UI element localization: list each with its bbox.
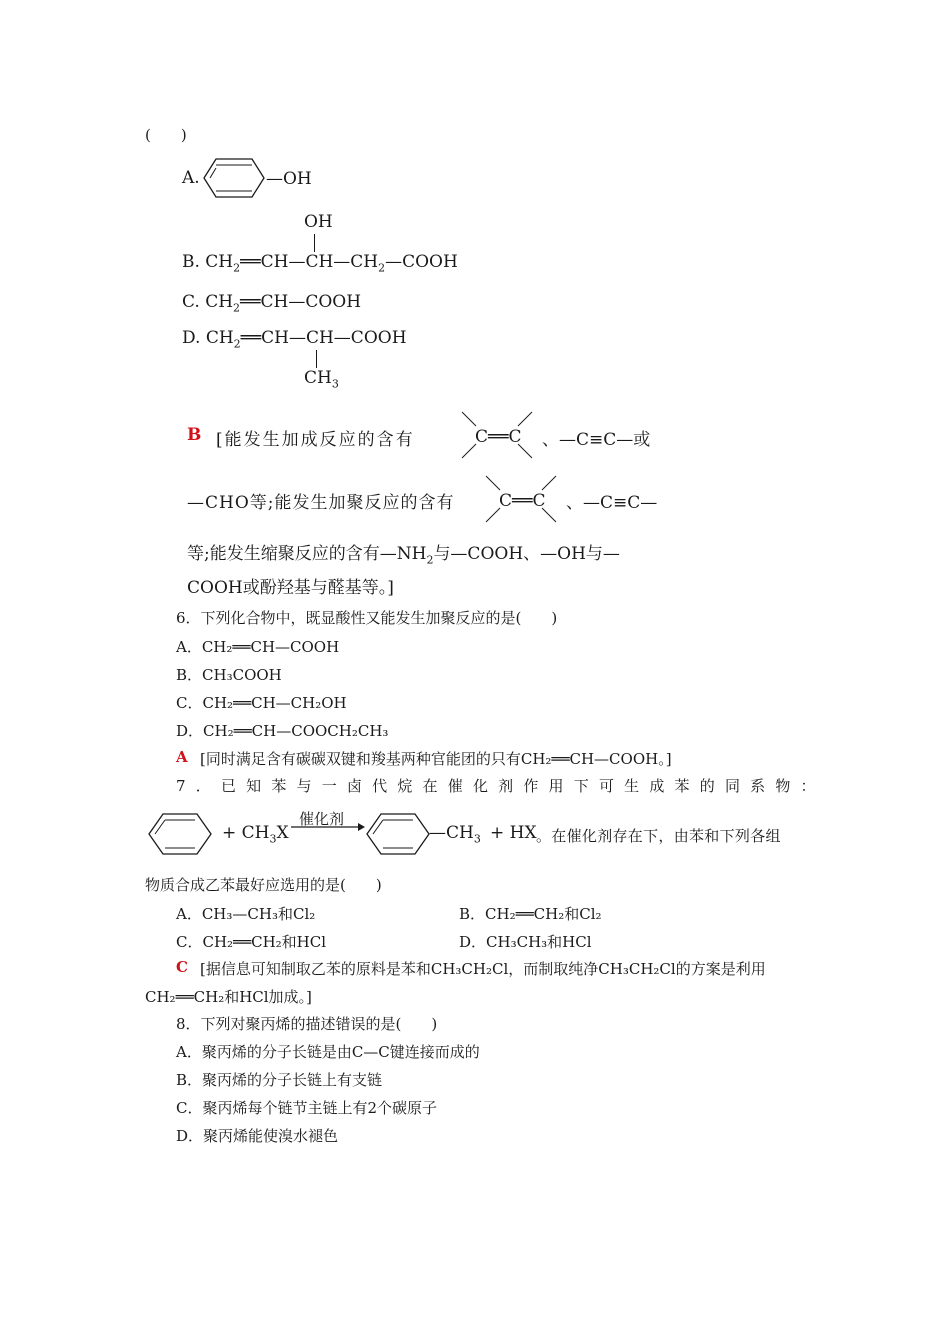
q7-answer-letter: C [176,958,188,976]
q7-explanation: [据信息可知制取乙苯的原料是苯和CH₃CH₂Cl，而制取纯净CH₃CH₂Cl的方案是利用 [200,960,766,978]
q5-b-oh: OH [304,212,333,232]
q7-stem-cont: 。在催化剂存在下，由苯和下列各组 [536,827,781,845]
q5-a-oh: —OH [266,169,312,189]
q5-answer-letter: B [187,425,202,445]
q5-option-c: C. $CH_2══CH—COOH$ [182,292,362,315]
q5-option-a-label: A. [182,168,200,188]
q7-option-c: C．CH₂══CH₂和HCl [176,933,327,951]
q5-explanation-line4: COOH或酚羟基与醛基等。] [187,578,394,598]
q5-option-d: D. $CH_2══CH—CH—COOH$ [182,328,407,351]
cc-double-bond-structure-1 [460,410,540,460]
q8-stem: 8．下列对聚丙烯的描述错误的是( ) [176,1015,438,1033]
q7-product-hx: + HX [490,823,537,843]
q7-option-d: D．CH₃CH₃和HCl [459,933,592,951]
q5-explanation-line3: 等;能发生缩聚反应的含有$—NH_2$与—COOH、—OH与— [187,544,620,567]
q5-option-b: B. $CH_2══CH—CH—CH_2—COOH$ [182,252,458,275]
cc-double-bond-structure-2 [484,474,564,524]
q6-option-d: D．CH₂══CH—COOCH₂CH₃ [176,722,389,740]
q7-catalyst-label: 催化剂 [299,810,345,828]
q8-option-b: B．聚丙烯的分子长链上有支链 [176,1071,383,1089]
q7-reactant-ch3x: + $CH_3X$ [222,823,289,846]
q5-explanation-line1b: 、—C≡C—或 [542,430,651,450]
cc-double-text-2: C══C [499,491,546,511]
q5-explanation-line2b: 、—C≡C— [566,493,658,513]
q5-d-ch3: $CH_3$ [304,368,339,391]
q5-explanation-line1a: [能发生加成反应的含有 [216,430,415,450]
phenol-ring-structure [202,156,322,202]
q5-explanation-line2a: —CHO等;能发生加聚反应的含有 [187,493,455,513]
q6-explanation: [同时满足含有碳碳双键和羧基两种官能团的只有CH₂══CH—COOH。] [200,750,672,768]
q5-d-bond [316,350,317,368]
q8-option-a: A．聚丙烯的分子长链是由C—C键连接而成的 [176,1043,480,1061]
q5-b-bond [314,234,315,252]
q7-option-a: A．CH₃—CH₃和Cl₂ [176,905,316,923]
q7-option-b: B．CH₂══CH₂和Cl₂ [459,905,602,923]
q6-stem: 6．下列化合物中，既显酸性又能发生加聚反应的是( ) [176,609,558,627]
q5-paren: ( ) [145,126,187,144]
cc-double-text-1: C══C [475,427,522,447]
q6-option-b: B．CH₃COOH [176,666,282,684]
q7-stem-line3: 物质合成乙苯最好应选用的是( ) [145,876,382,894]
q7-explanation-line2: CH₂══CH₂和HCl加成。] [145,988,312,1006]
q8-option-d: D．聚丙烯能使溴水褪色 [176,1127,339,1145]
q7-stem: 7．已知苯与一卤代烷在催化剂作用下可生成苯的同系物： [176,777,826,795]
q7-product-ch3: $—CH_3$ [429,823,481,846]
q6-option-a: A．CH₂══CH—COOH [176,638,340,656]
q6-option-c: C．CH₂══CH—CH₂OH [176,694,347,712]
q8-option-c: C．聚丙烯每个链节主链上有2个碳原子 [176,1099,438,1117]
q6-answer-letter: A [176,748,188,766]
